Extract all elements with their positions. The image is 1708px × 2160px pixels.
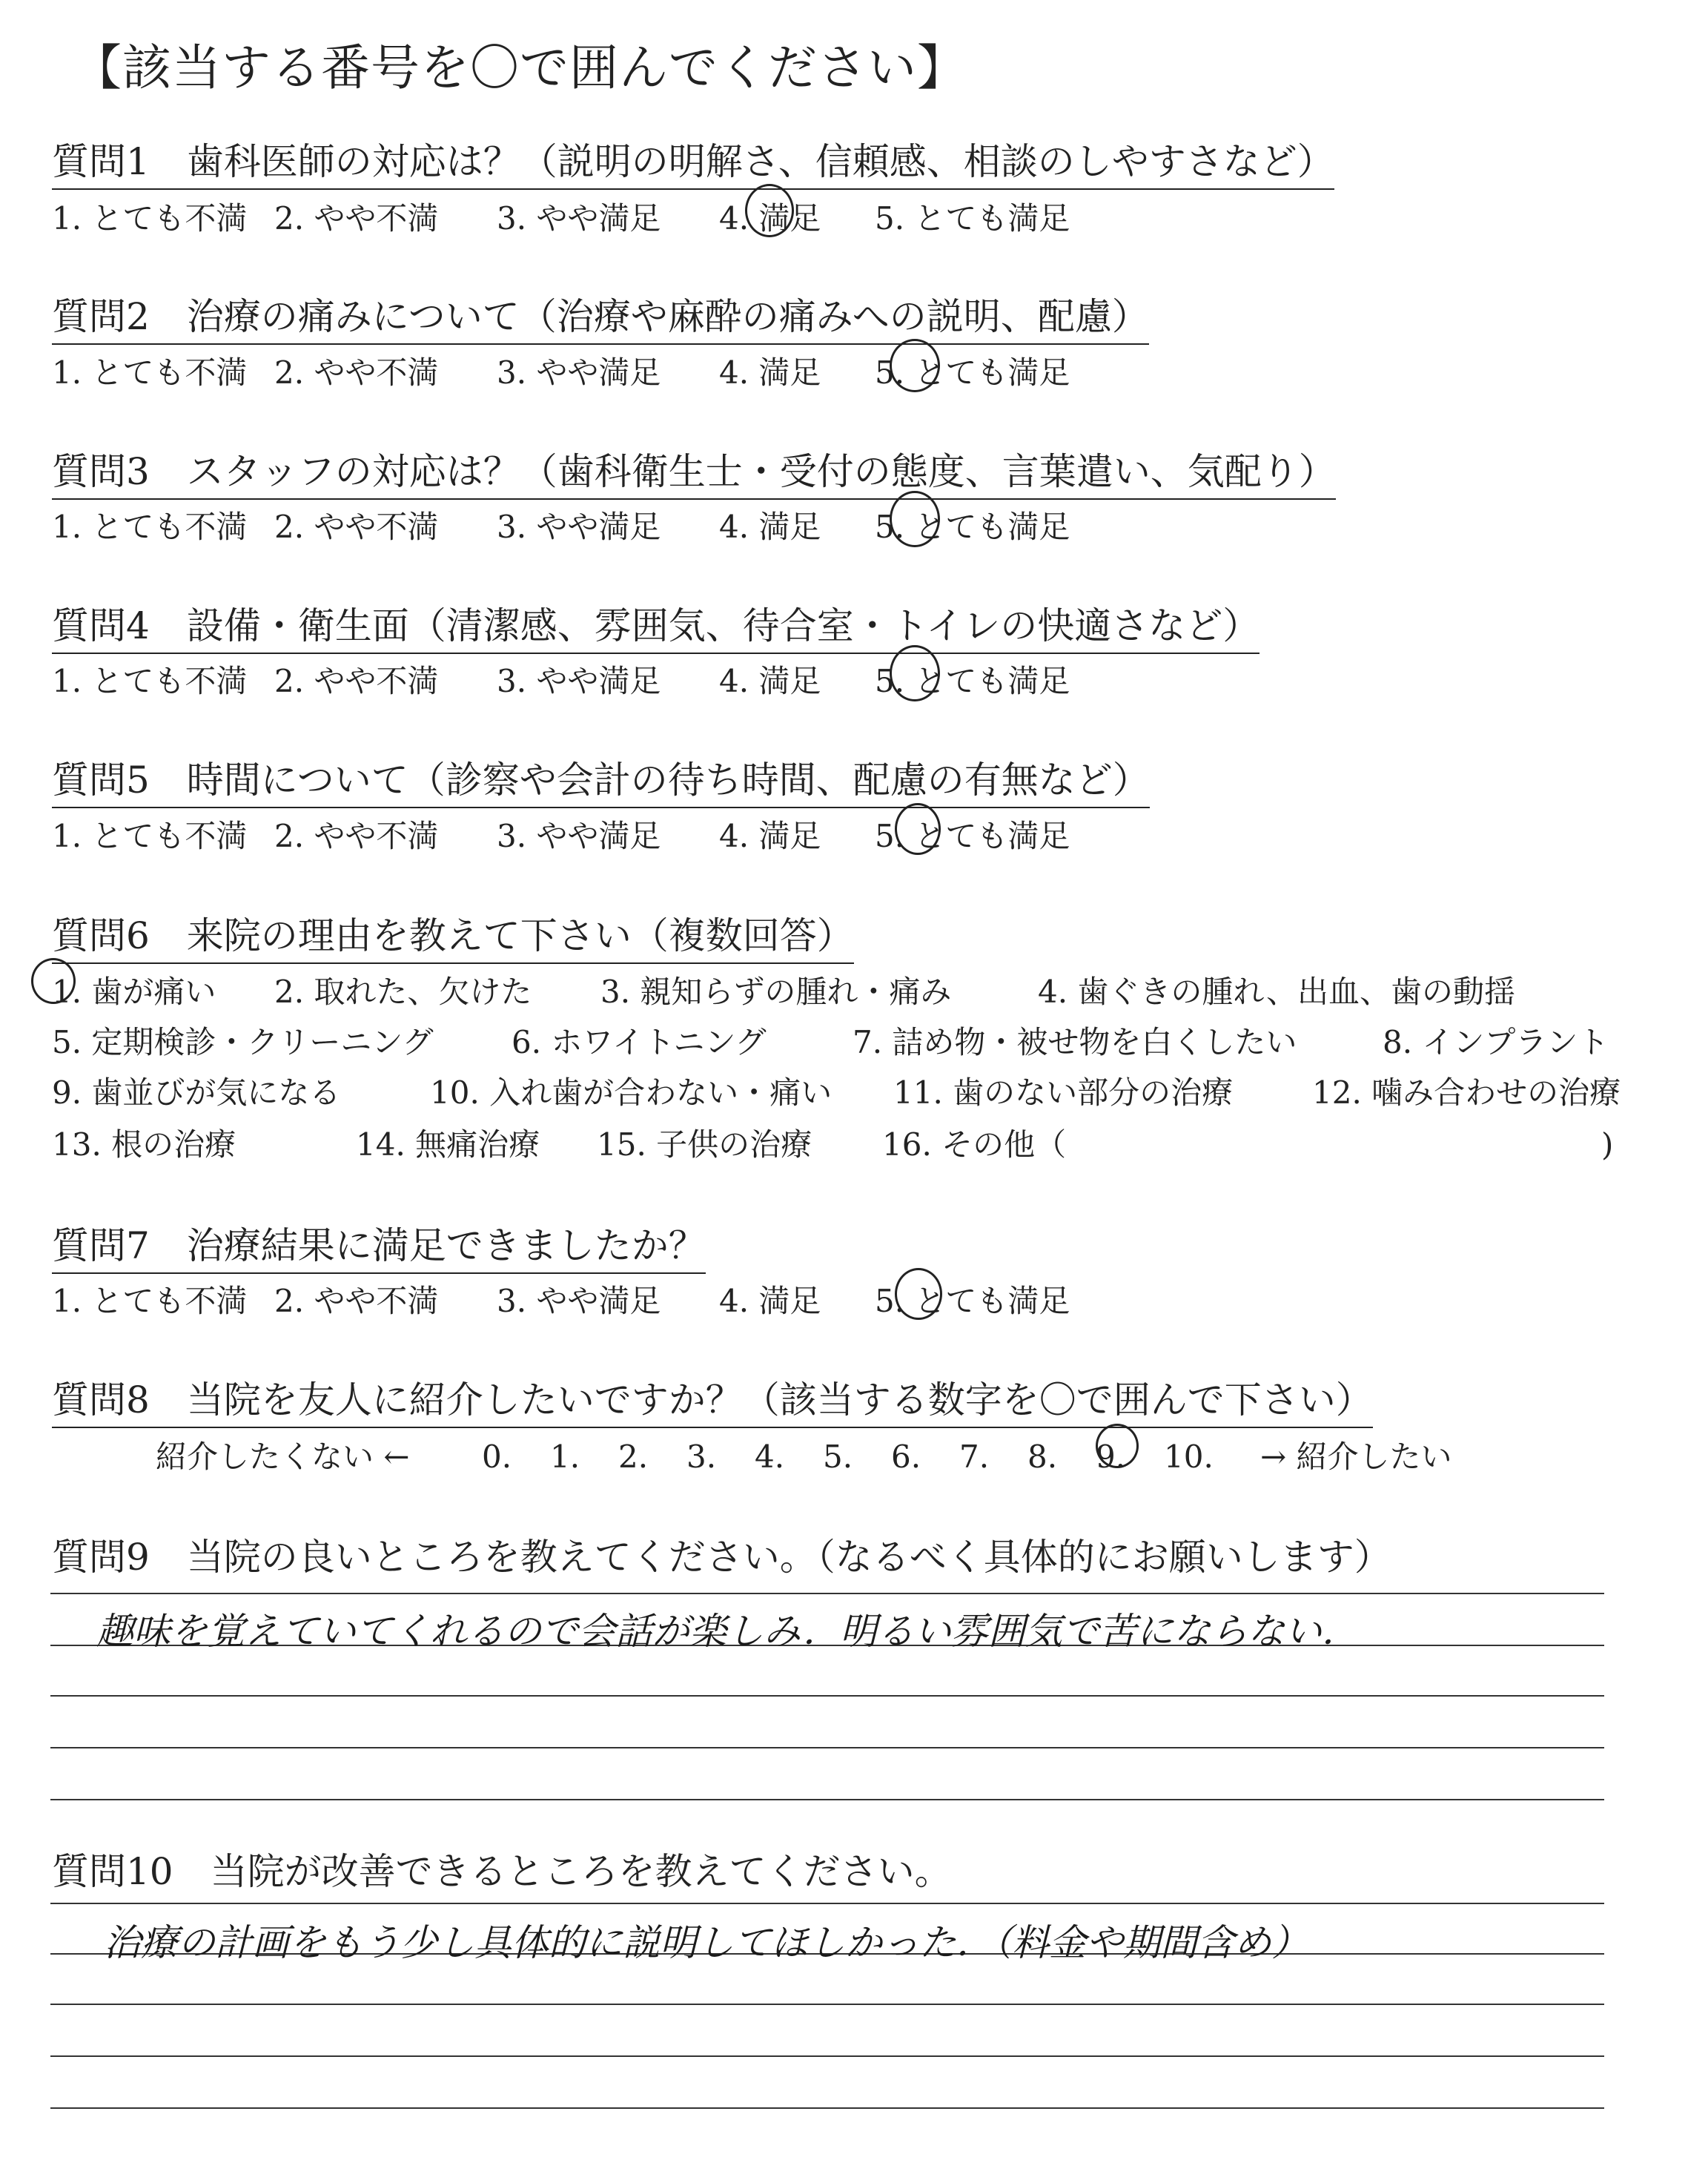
question-2-label: 質問2 治療の痛みについて（治療や麻酔の痛みへの説明、配慮） xyxy=(52,287,1149,345)
q8-scale-row xyxy=(156,1433,1452,1477)
q6-option-13[interactable]: 13. 根の治療 xyxy=(52,1126,236,1163)
q8-score-5[interactable]: 5. xyxy=(823,1439,853,1475)
q3-selection-circle xyxy=(890,491,940,547)
question-10-label: 質問10 当院が改善できるところを教えてください。 xyxy=(52,1850,952,1893)
q3-option-1[interactable]: 1. とても不満 xyxy=(52,509,248,545)
q8-score-1[interactable]: 1. xyxy=(550,1439,580,1475)
q2-option-3[interactable]: 3. やや満足 xyxy=(497,354,661,391)
q10-answer-line-5 xyxy=(50,2107,1604,2109)
q6-option-3[interactable]: 3. 親知らずの腫れ・痛み xyxy=(600,974,952,1010)
q6-option-11[interactable]: 11. 歯のない部分の治療 xyxy=(893,1074,1234,1111)
q6-row-3 xyxy=(52,1069,1621,1113)
q4-option-2[interactable]: 2. やや不満 xyxy=(274,663,439,699)
q4-option-5[interactable]: 5. とても満足 xyxy=(875,663,1070,699)
q2-option-1[interactable]: 1. とても不満 xyxy=(52,354,248,391)
q3-option-5[interactable]: 5. とても満足 xyxy=(875,509,1070,545)
q9-answer-line-5 xyxy=(50,1799,1604,1800)
q6-row-1 xyxy=(52,968,1515,1012)
q10-answer-line-1 xyxy=(50,1903,1604,1904)
question-4-label: 質問4 設備・衛生面（清潔感、雰囲気、待合室・トイレの快適さなど） xyxy=(52,596,1260,654)
q6-row-2 xyxy=(52,1018,1609,1063)
q7-selection-circle xyxy=(895,1268,942,1320)
q3-option-2[interactable]: 2. やや不満 xyxy=(274,509,439,545)
q1-option-3[interactable]: 3. やや満足 xyxy=(497,200,661,237)
q8-score-2[interactable]: 2. xyxy=(618,1439,649,1475)
q9-answer-line-4 xyxy=(50,1747,1604,1748)
q8-score-4[interactable]: 4. xyxy=(755,1439,785,1475)
q5-option-4[interactable]: 4. 満足 xyxy=(719,818,821,854)
q5-option-3[interactable]: 3. やや満足 xyxy=(497,818,661,854)
q5-option-2[interactable]: 2. やや不満 xyxy=(274,818,439,854)
q7-option-1[interactable]: 1. とても不満 xyxy=(52,1283,248,1319)
q5-option-5[interactable]: 5. とても満足 xyxy=(875,818,1070,854)
q8-left-label: 紹介したくない ← xyxy=(156,1439,410,1475)
q10-handwritten-answer[interactable]: 治療の計画をもう少し具体的に説明してほしかった．（料金や期間含め） xyxy=(104,1921,1308,1964)
q1-option-4[interactable]: 4. 満足 xyxy=(719,200,821,237)
q10-answer-line-4 xyxy=(50,2055,1604,2057)
q4-option-3[interactable]: 3. やや満足 xyxy=(497,663,661,699)
q1-option-1[interactable]: 1. とても不満 xyxy=(52,200,248,237)
q8-score-10[interactable]: 10. xyxy=(1164,1439,1214,1475)
q6-option-14[interactable]: 14. 無痛治療 xyxy=(356,1126,540,1163)
q2-option-4[interactable]: 4. 満足 xyxy=(719,354,821,391)
q7-option-3[interactable]: 3. やや満足 xyxy=(497,1283,661,1319)
q6-option-9[interactable]: 9. 歯並びが気になる xyxy=(52,1074,341,1111)
q3-option-3[interactable]: 3. やや満足 xyxy=(497,509,661,545)
q5-selection-circle xyxy=(895,803,941,855)
question-1-label: 質問1 歯科医師の対応は？（説明の明解さ、信頼感、相談のしやすさなど） xyxy=(52,132,1334,190)
q8-score-7[interactable]: 7. xyxy=(959,1439,990,1475)
q8-score-0[interactable]: 0. xyxy=(482,1439,512,1475)
q6-option-6[interactable]: 6. ホワイトニング xyxy=(512,1024,767,1060)
q8-score-6[interactable]: 6. xyxy=(891,1439,921,1475)
q6-option-15[interactable]: 15. 子供の治療 xyxy=(597,1126,812,1163)
q6-option-8[interactable]: 8. インプラント xyxy=(1383,1024,1609,1060)
q10-answer-line-3 xyxy=(50,2004,1604,2005)
q6-option-10[interactable]: 10. 入れ歯が合わない・痛い xyxy=(430,1074,833,1111)
q4-selection-circle xyxy=(890,645,940,701)
question-8-label: 質問8 当院を友人に紹介したいですか？（該当する数字を〇で囲んで下さい） xyxy=(52,1370,1373,1428)
q6-row-4 xyxy=(52,1120,1613,1165)
q8-score-3[interactable]: 3. xyxy=(686,1439,717,1475)
page-title: 【該当する番号を〇で囲んでください】 xyxy=(73,39,967,96)
q6-option-16[interactable]: 16. その他（ xyxy=(882,1126,1067,1163)
q6-option-2[interactable]: 2. 取れた、欠けた xyxy=(274,974,532,1010)
q8-selection-circle xyxy=(1096,1424,1139,1468)
q2-selection-circle xyxy=(890,339,940,392)
q1-option-5[interactable]: 5. とても満足 xyxy=(875,200,1070,237)
q1-selection-circle xyxy=(745,184,794,237)
q6-other-close-paren: ) xyxy=(1601,1126,1614,1163)
q7-option-4[interactable]: 4. 満足 xyxy=(719,1283,821,1319)
q9-answer-line-1 xyxy=(50,1593,1604,1594)
q6-option-1[interactable]: 1. 歯が痛い xyxy=(52,974,216,1010)
q7-option-5[interactable]: 5. とても満足 xyxy=(875,1283,1070,1319)
q6-selection-circle xyxy=(31,958,76,1004)
q8-right-label: → 紹介したい xyxy=(1260,1439,1452,1475)
question-1-options xyxy=(52,194,1070,239)
q6-option-12[interactable]: 12. 噛み合わせの治療 xyxy=(1312,1074,1621,1111)
q9-answer-line-3 xyxy=(50,1695,1604,1697)
q6-option-7[interactable]: 7. 詰め物・被せ物を白くしたい xyxy=(853,1024,1297,1060)
q5-option-1[interactable]: 1. とても不満 xyxy=(52,818,248,854)
question-7-label: 質問7 治療結果に満足できましたか？ xyxy=(52,1216,706,1274)
q9-handwritten-answer[interactable]: 趣味を覚えていてくれるので会話が楽しみ．明るい雰囲気で苦にならない． xyxy=(96,1610,1359,1653)
q6-option-5[interactable]: 5. 定期検診・クリーニング xyxy=(52,1024,434,1060)
question-3-label: 質問3 スタッフの対応は？（歯科衛生士・受付の態度、言葉遣い、気配り） xyxy=(52,442,1336,500)
q4-option-4[interactable]: 4. 満足 xyxy=(719,663,821,699)
q2-option-5[interactable]: 5. とても満足 xyxy=(875,354,1070,391)
q2-option-2[interactable]: 2. やや不満 xyxy=(274,354,439,391)
q4-option-1[interactable]: 1. とても不満 xyxy=(52,663,248,699)
q8-score-8[interactable]: 8. xyxy=(1027,1439,1058,1475)
q1-option-2[interactable]: 2. やや不満 xyxy=(274,200,439,237)
q3-option-4[interactable]: 4. 満足 xyxy=(719,509,821,545)
question-9-label: 質問9 当院の良いところを教えてください。（なるべく具体的にお願いします） xyxy=(52,1536,1391,1579)
question-5-label: 質問5 時間について（診察や会計の待ち時間、配慮の有無など） xyxy=(52,750,1150,808)
q7-option-2[interactable]: 2. やや不満 xyxy=(274,1283,439,1319)
q6-option-4[interactable]: 4. 歯ぐきの腫れ、出血、歯の動揺 xyxy=(1038,974,1515,1010)
question-6-label: 質問6 来院の理由を教えて下さい（複数回答） xyxy=(52,906,854,964)
q8-score-9[interactable]: 9. xyxy=(1096,1439,1126,1475)
